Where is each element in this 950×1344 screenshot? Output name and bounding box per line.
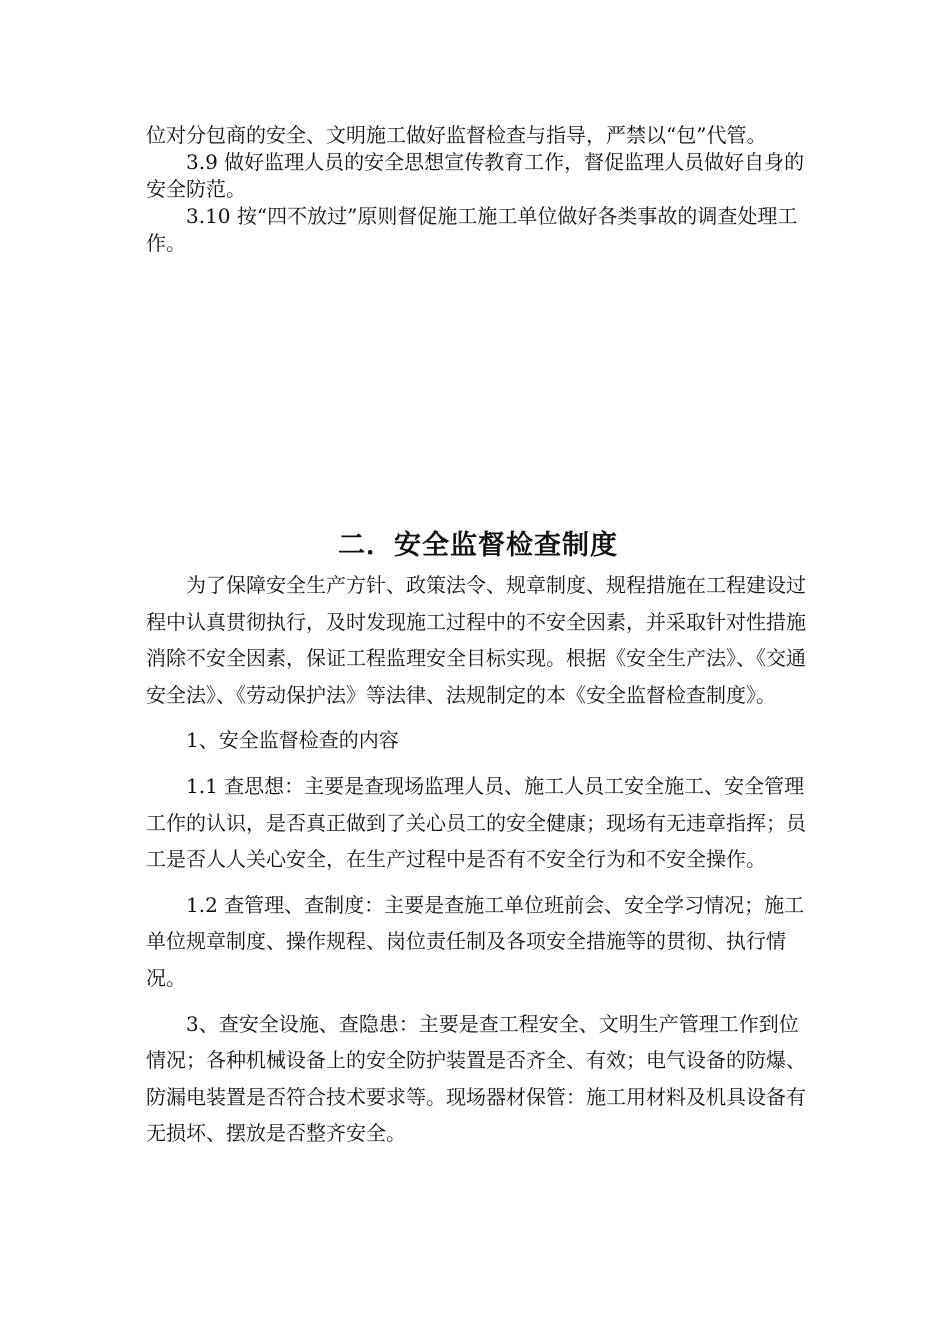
item-1-title: 1、安全监督检查的内容 bbox=[186, 728, 399, 753]
paragraph-3-10: 3.10 按“四不放过”原则督促施工施工单位做好各类事故的调查处理工作。 bbox=[146, 204, 798, 255]
item-1-1-paragraph: 1.1 查思想：主要是查现场监理人员、施工人员工安全施工、安全管理工作的认识，是否真正做到了关心员工的安全健康；现场有无违章指挥；员工是否人人关心安全，在生产过程中是否有不安全行为和不安全操作。 bbox=[146, 773, 806, 872]
paragraph-3-9: 3.9 做好监理人员的安全思想宣传教育工作，督促监理人员做好自身的安全防范。 bbox=[146, 150, 805, 201]
item-3-paragraph: 3、查安全设施、查隐患：主要是查工程安全、文明生产管理工作到位情况；各种机械设备上的安全防护装置是否齐全、有效；电气设备的防爆、防漏电装置是否符合技术要求等。现场器材保管：施工用材料及机具设备有无损坏、摆放是否整齐安全。 bbox=[146, 1011, 806, 1146]
item-1-2-paragraph: 1.2 查管理、查制度：主要是查施工单位班前会、安全学习情况；施工单位规章制度、操作规程、岗位责任制及各项安全措施等的贯彻、执行情况。 bbox=[146, 892, 805, 990]
top-section bbox=[146, 122, 810, 257]
intro-paragraph: 为了保障安全生产方针、政策法令、规章制度、规程措施在工程建设过程中认真贯彻执行，及时发现施工过程中的不安全因素，并采取针对性措施消除不安全因素，保证工程监理安全目标实现。根据《安全生产法》、《交通安全法》、《劳动保护法》等法律、法规制定的本《安全监督检查制度》。 bbox=[146, 573, 806, 707]
paragraph-continued: 位对分包商的安全、文明施工做好监督检查与指导，严禁以“包”代管。 bbox=[146, 123, 767, 147]
section-body bbox=[146, 567, 810, 1152]
section-heading: 二．安全监督检查制度 bbox=[338, 530, 618, 561]
